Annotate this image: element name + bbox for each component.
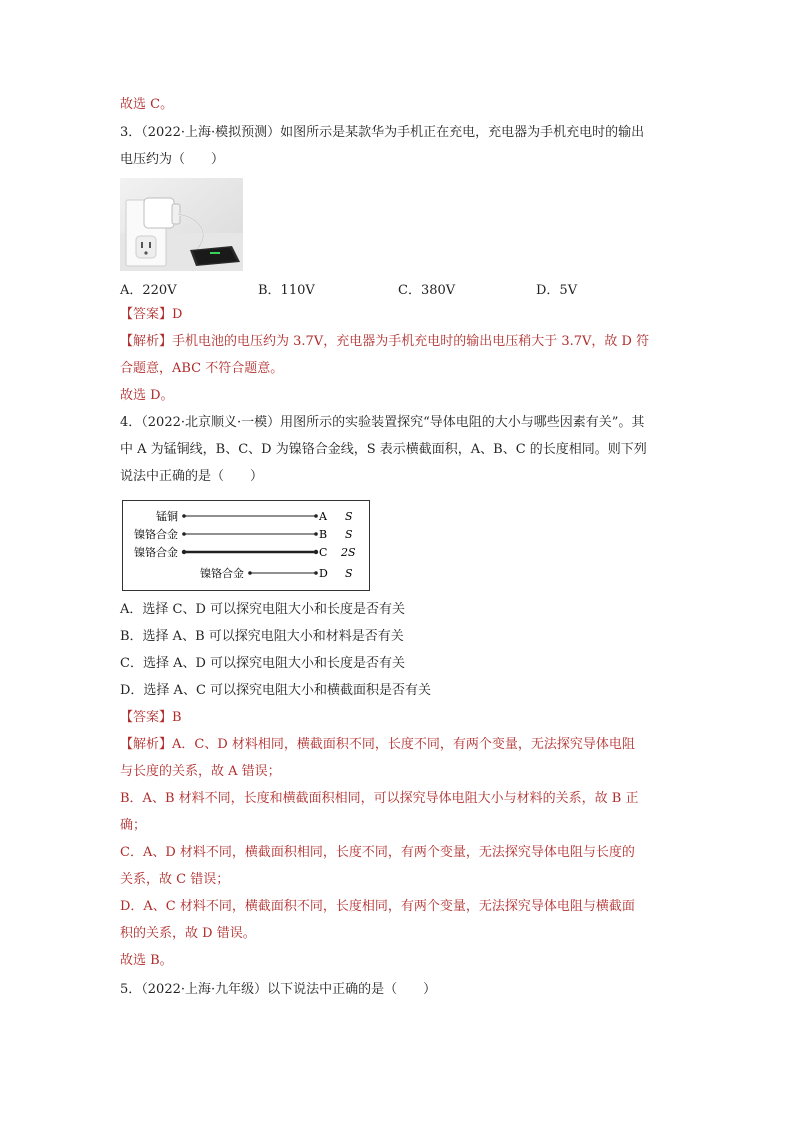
q3-conclusion: 故选 D。 (120, 388, 174, 403)
q3-option-b: B．110V (258, 283, 315, 298)
charger-photo (120, 178, 243, 271)
q3-analysis-line1: 【解析】手机电池的电压约为 3.7V，充电器为手机充电时的输出电压稍大于 3.7V，故 D 符 (120, 334, 650, 349)
wire-a-material: 锰铜 (156, 510, 178, 523)
q4-analysis-line6: 关系，故 C 错误； (120, 872, 230, 887)
wire-b-terminal: B (319, 528, 328, 541)
q4-analysis-line7: D．A、C 材料不同，横截面积不同，长度相同，有两个变量，无法探究导体电阻与横截面 (120, 899, 635, 914)
q3-analysis-line2: 合题意，ABC 不符合题意。 (120, 361, 284, 376)
q2-conclusion: 故选 C。 (120, 97, 174, 112)
q3-option-d: D．5V (536, 283, 578, 298)
q4-analysis-line8: 积的关系，故 D 错误。 (120, 926, 256, 941)
wire-d-material: 镍铬合金 (200, 567, 244, 580)
wire-c-area: 2S (341, 546, 356, 559)
wire-b-material: 镍铬合金 (134, 528, 178, 541)
q4-analysis-line5: C．A、D 材料不同，横截面积相同，长度不同，有两个变量，无法探究导体电阻与长度的 (120, 845, 635, 860)
q3-option-a: A．220V (120, 283, 177, 298)
q4-answer: 【答案】B (120, 710, 182, 725)
q4-analysis-line4: 确； (120, 818, 147, 833)
wire-a-area: S (345, 510, 353, 523)
q4-option-a: A．选择 C、D 可以探究电阻大小和长度是否有关 (120, 602, 406, 617)
q4-stem-line1: 4．（2022·北京顺义·一模）用图所示的实验装置探究“导体电阻的大小与哪些因素有关”。其 (120, 415, 645, 430)
wire-diagram (120, 500, 372, 596)
q4-option-d: D．选择 A、C 可以探究电阻大小和横截面积是否有关 (120, 683, 432, 698)
q4-option-c: C．选择 A、D 可以探究电阻大小和长度是否有关 (120, 656, 406, 671)
q4-stem-line2: 中 A 为锰铜线，B、C、D 为镍铬合金线，S 表示横截面积，A、B、C 的长度相同。则下列 (120, 442, 647, 457)
q4-conclusion: 故选 B。 (120, 953, 173, 968)
wire-b-area: S (345, 528, 353, 541)
wire-d-terminal: D (319, 567, 328, 580)
wire-c-material: 镍铬合金 (134, 546, 178, 559)
q3-stem-line2: 电压约为（ ） (120, 152, 225, 167)
wire-a-terminal: A (319, 510, 327, 523)
q3-option-c: C．380V (398, 283, 456, 298)
q5-stem-line1: 5．（2022·上海·九年级）以下说法中正确的是（ ） (120, 982, 437, 997)
q4-stem-line3: 说法中正确的是（ ） (120, 469, 264, 484)
wire-d-area: S (345, 567, 353, 580)
wire-c-terminal: C (319, 546, 328, 559)
q4-option-b: B．选择 A、B 可以探究电阻大小和材料是否有关 (120, 629, 404, 644)
q3-answer: 【答案】D (120, 307, 183, 322)
q4-analysis-line3: B．A、B 材料不同，长度和横截面积相同，可以探究导体电阻大小与材料的关系，故 B 正 (120, 791, 639, 806)
q4-analysis-line2: 与长度的关系，故 A 错误； (120, 764, 281, 779)
q4-analysis-line1: 【解析】A．C、D 材料相同，横截面积不同，长度不同，有两个变量，无法探究导体电阻 (120, 737, 635, 752)
q3-stem-line1: 3．（2022·上海·模拟预测）如图所示是某款华为手机正在充电，充电器为手机充电时的输出 (120, 125, 645, 140)
